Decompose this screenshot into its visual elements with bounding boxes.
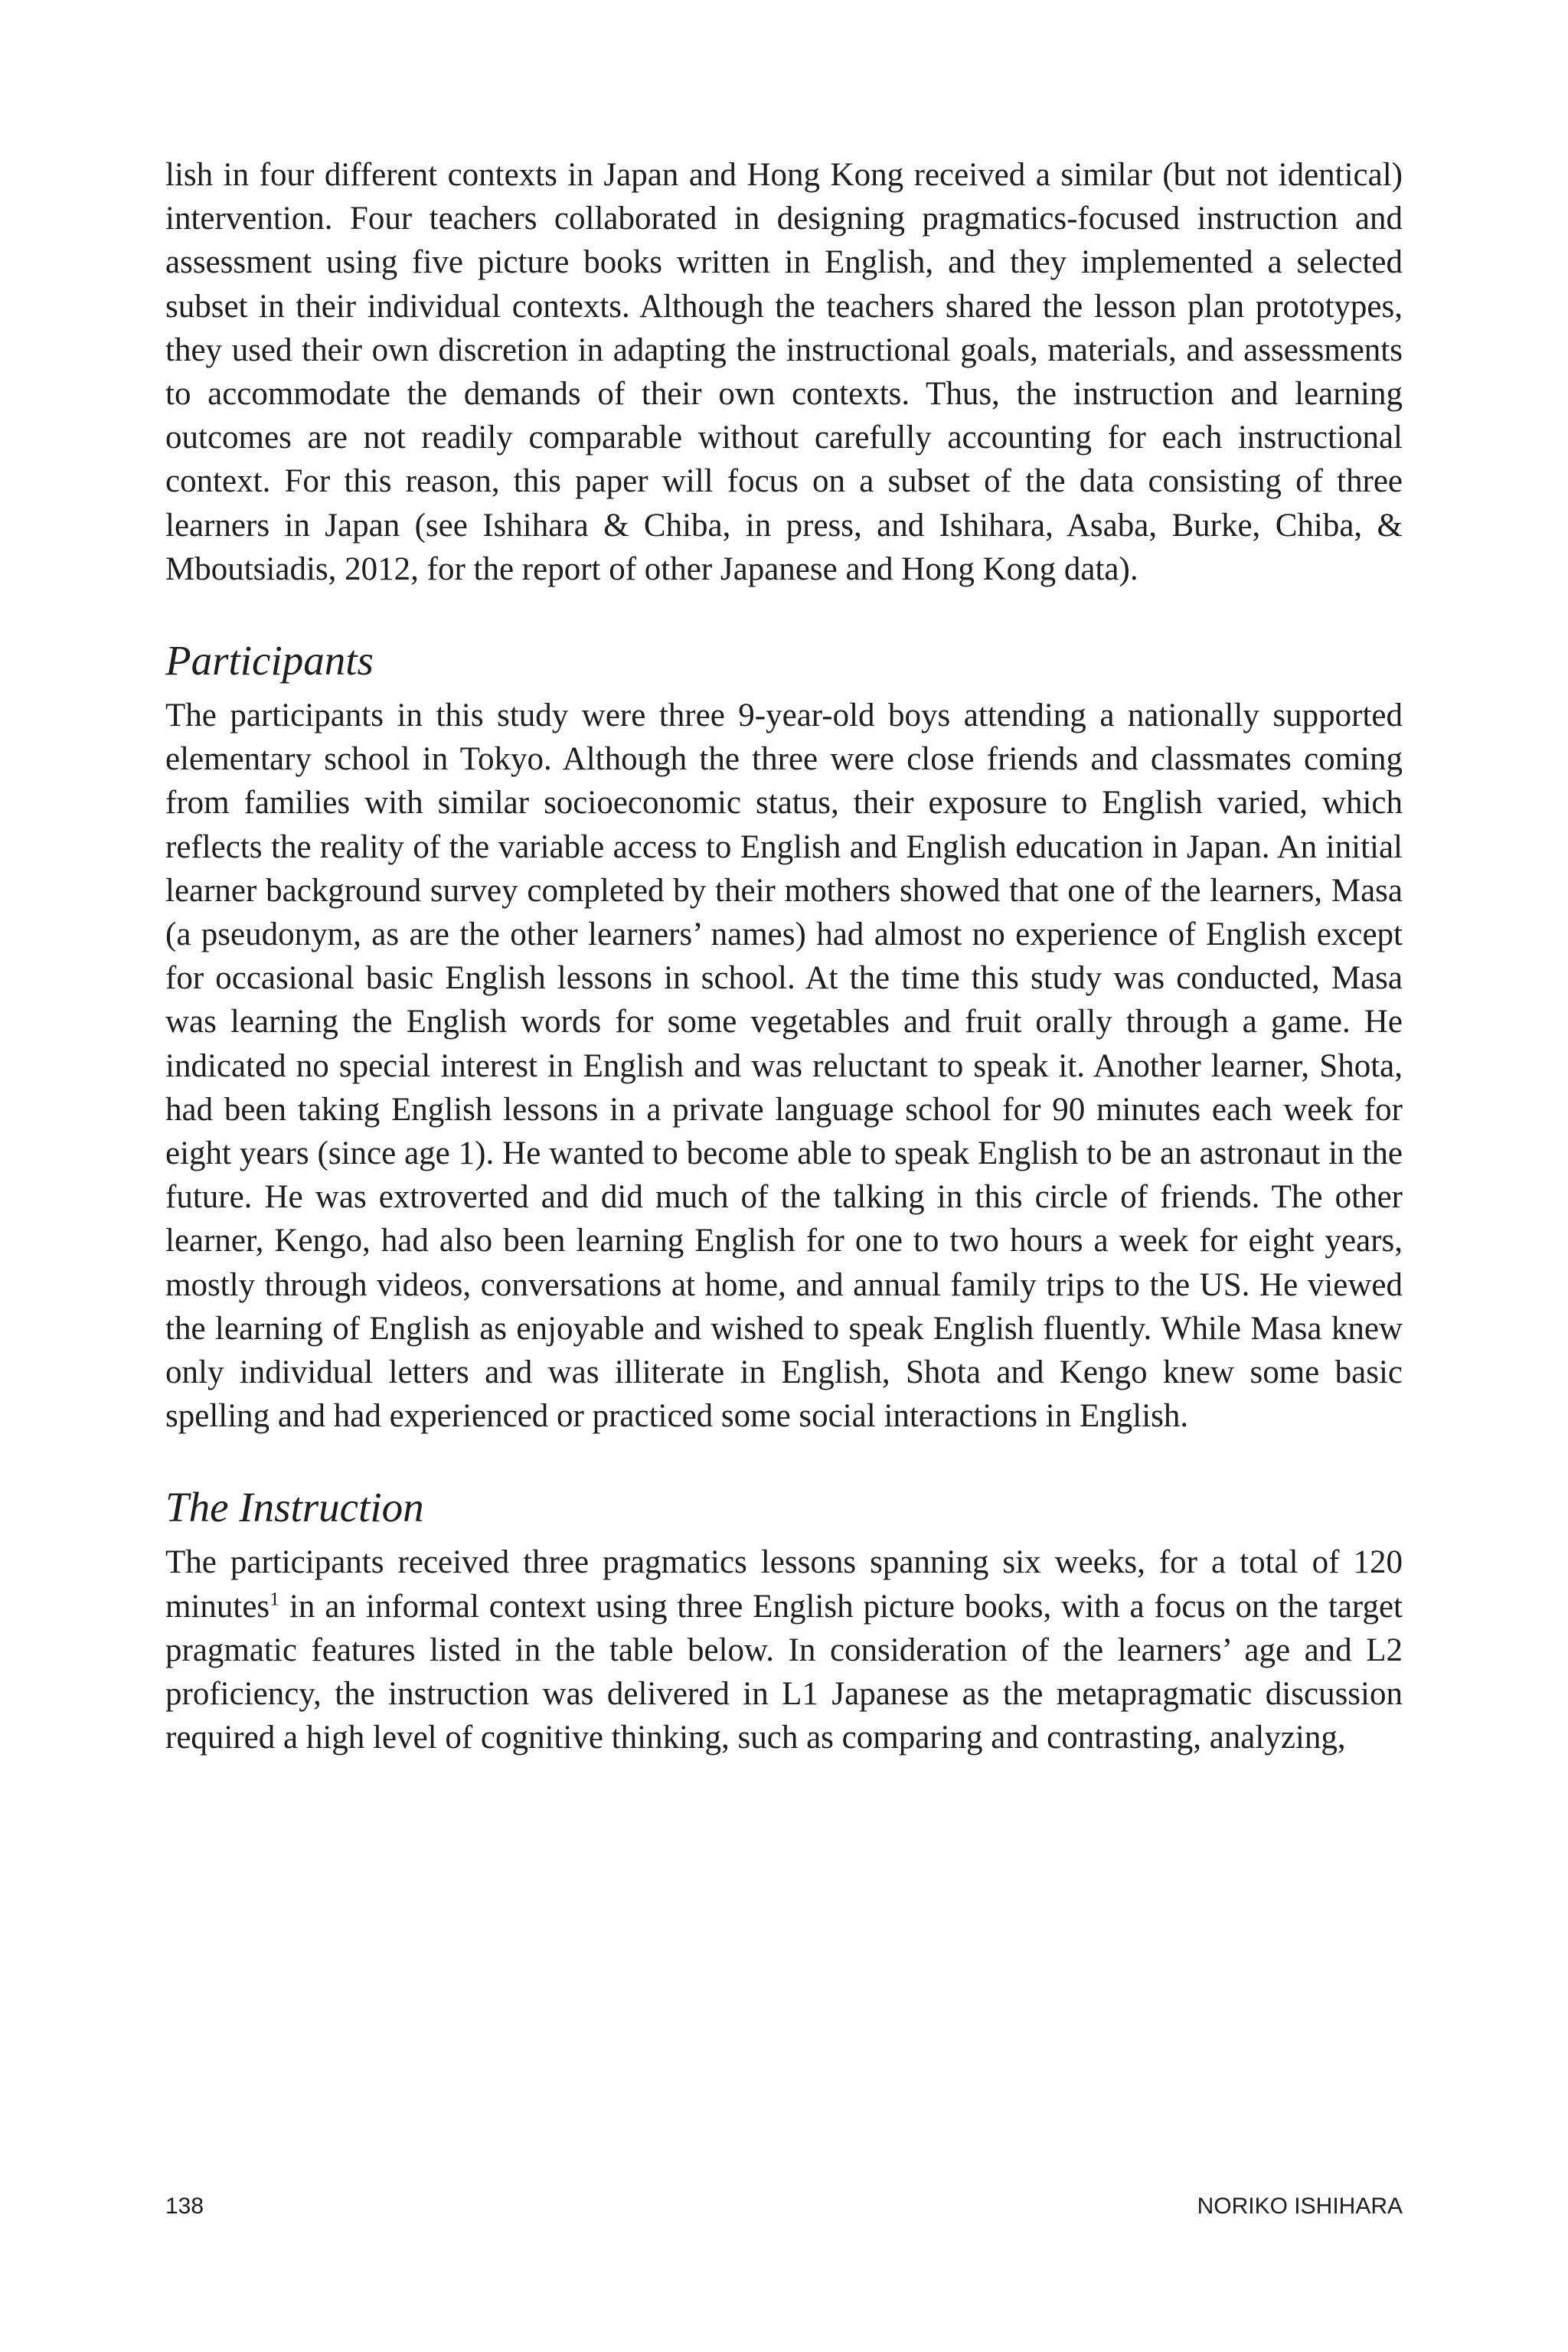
- intro-paragraph: lish in four different contexts in Japan and Hong Kong received a similar (but not identical) intervention. Four teachers collaborated in designing pragmatics-focused instruction and assessment using five picture books written in English, and they implemented a selected subset in their individual contexts. Although the teachers shared the lesson plan prototypes, they used their own discretion in adapting the instructional goals, materials, and assessments to accommodate the demands of their own contexts. Thus, the instruction and learning outcomes are not readily comparable without carefully accounting for each instructional context. For this reason, this paper will focus on a subset of the data consisting of three learners in Japan (see Ishihara & Chiba, in press, and Ishihara, Asaba, Burke, Chiba, & Mboutsiadis, 2012, for the report of other Japanese and Hong Kong data).: [165, 157, 1403, 587]
- page-footer: [165, 2193, 1403, 2220]
- instruction-paragraph: [165, 1540, 1403, 1759]
- footnote-ref: 1: [270, 1587, 280, 1610]
- instruction-text-part2: in an informal context using three English picture books, with a focus on the target pragmatic features listed in the table below. In consideration of the learners’ age and L2 proficiency, the instruction was delivered in L1 Japanese as the metapragmatic discussion required a high level of cognitive thinking, such as comparing and contrasting, analyzing,: [165, 1588, 1403, 1756]
- running-author: NORIKO ISHIHARA: [1197, 2194, 1403, 2219]
- page-body: [165, 153, 1403, 1760]
- participants-paragraph: The participants in this study were three 9-year-old boys attending a nationally supported elementary school in Tokyo. Although the three were close friends and classmates coming from families with similar socioeconomic status, their exposure to English varied, which reflects the reality of the variable access to English and English education in Japan. An initial learner background survey completed by their mothers showed that one of the learners, Masa (a pseudonym, as are the other learners’ names) had almost no experience of English except for occasional basic English lessons in school. At the time this study was conducted, Masa was learning the English words for some vegetables and fruit orally through a game. He indicated no special interest in English and was reluctant to speak it. Another learner, Shota, had been taking English lessons in a private language school for 90 minutes each week for eight years (since age 1). He wanted to become able to speak English to be an astronaut in the future. He was extroverted and did much of the talking in this circle of friends. The other learner, Kengo, had also been learning English for one to two hours a week for eight years, mostly through videos, conversations at home, and annual family trips to the US. He viewed the learning of English as enjoyable and wished to speak English fluently. While Masa knew only individual letters and was illiterate in English, Shota and Kengo knew some basic spelling and had experienced or practiced some social interactions in English.: [165, 697, 1403, 1435]
- instruction-text-part1: The participants received three pragmatics lessons spanning six weeks, for a total of 120 minutes: [165, 1544, 1403, 1625]
- instruction-heading: The Instruction: [165, 1484, 424, 1531]
- page-number: 138: [165, 2194, 204, 2219]
- participants-heading: Participants: [165, 637, 374, 684]
